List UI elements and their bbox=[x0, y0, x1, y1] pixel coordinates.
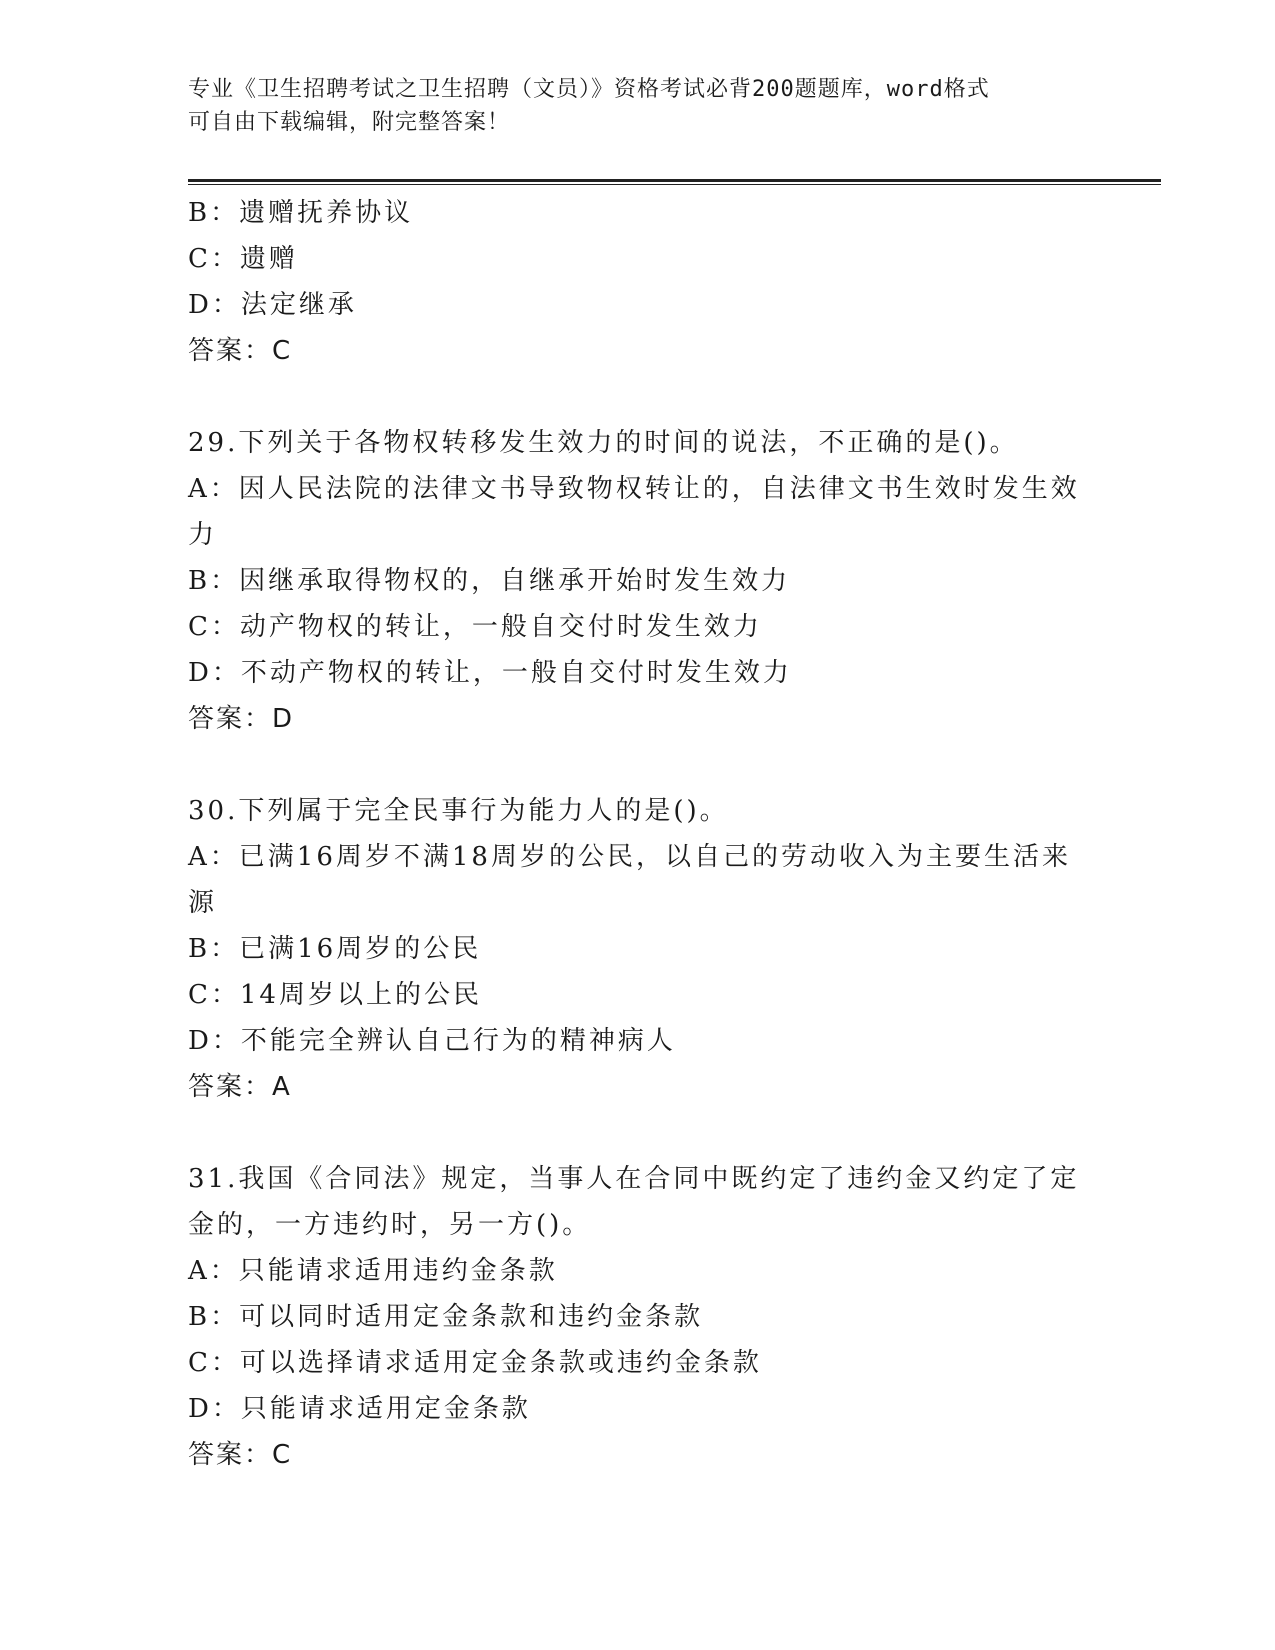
answer-line: 答案：C bbox=[188, 336, 293, 366]
question-31 bbox=[188, 1156, 1088, 1478]
header-title-line-2: 可自由下载编辑，附完整答案！ bbox=[188, 110, 511, 135]
option-b: B：遗赠抚养协议 bbox=[188, 198, 414, 228]
spacer bbox=[188, 1110, 1088, 1156]
option-d: D：不动产物权的转让，一般自交付时发生效力 bbox=[188, 658, 792, 688]
question-list bbox=[188, 190, 1088, 1478]
option-d: D：法定继承 bbox=[188, 290, 357, 320]
question-30 bbox=[188, 788, 1088, 1110]
answer-line: 答案：A bbox=[188, 1072, 292, 1102]
question-29 bbox=[188, 420, 1088, 742]
header-title-line-1: 专业《卫生招聘考试之卫生招聘（文员）》资格考试必背200题题库，word格式 bbox=[188, 77, 990, 102]
option-d: D：只能请求适用定金条款 bbox=[188, 1394, 531, 1424]
option-c: C：动产物权的转让，一般自交付时发生效力 bbox=[188, 612, 762, 642]
question-stem: 30.下列属于完全民事行为能力人的是()。 bbox=[188, 796, 729, 826]
option-a-continued: 源 bbox=[188, 888, 218, 918]
question-stem-continued: 金的，一方违约时，另一方()。 bbox=[188, 1210, 592, 1240]
option-c: C：可以选择请求适用定金条款或违约金条款 bbox=[188, 1348, 762, 1378]
spacer bbox=[188, 742, 1088, 788]
option-c: C：遗赠 bbox=[188, 244, 298, 274]
question-stem: 31.我国《合同法》规定，当事人在合同中既约定了违约金又约定了定 bbox=[188, 1164, 1080, 1194]
answer-line: 答案：D bbox=[188, 704, 295, 734]
answer-line: 答案：C bbox=[188, 1440, 293, 1470]
option-c: C：14周岁以上的公民 bbox=[188, 980, 482, 1010]
question-28-continued bbox=[188, 190, 1088, 374]
option-a: A：因人民法院的法律文书导致物权转让的，自法律文书生效时发生效 bbox=[188, 474, 1080, 504]
header-divider-thick bbox=[188, 179, 1161, 182]
option-b: B：因继承取得物权的，自继承开始时发生效力 bbox=[188, 566, 791, 596]
question-stem: 29.下列关于各物权转移发生效力的时间的说法，不正确的是()。 bbox=[188, 428, 1019, 458]
spacer bbox=[188, 374, 1088, 420]
option-b: B：已满16周岁的公民 bbox=[188, 934, 482, 964]
document-header bbox=[188, 73, 1068, 139]
header-divider-thin bbox=[188, 184, 1161, 185]
option-b: B：可以同时适用定金条款和违约金条款 bbox=[188, 1302, 704, 1332]
option-a-continued: 力 bbox=[188, 520, 218, 550]
option-a: A：只能请求适用违约金条款 bbox=[188, 1256, 558, 1286]
option-d: D：不能完全辨认自己行为的精神病人 bbox=[188, 1026, 676, 1056]
option-a: A：已满16周岁不满18周岁的公民，以自己的劳动收入为主要生活来 bbox=[188, 842, 1071, 872]
